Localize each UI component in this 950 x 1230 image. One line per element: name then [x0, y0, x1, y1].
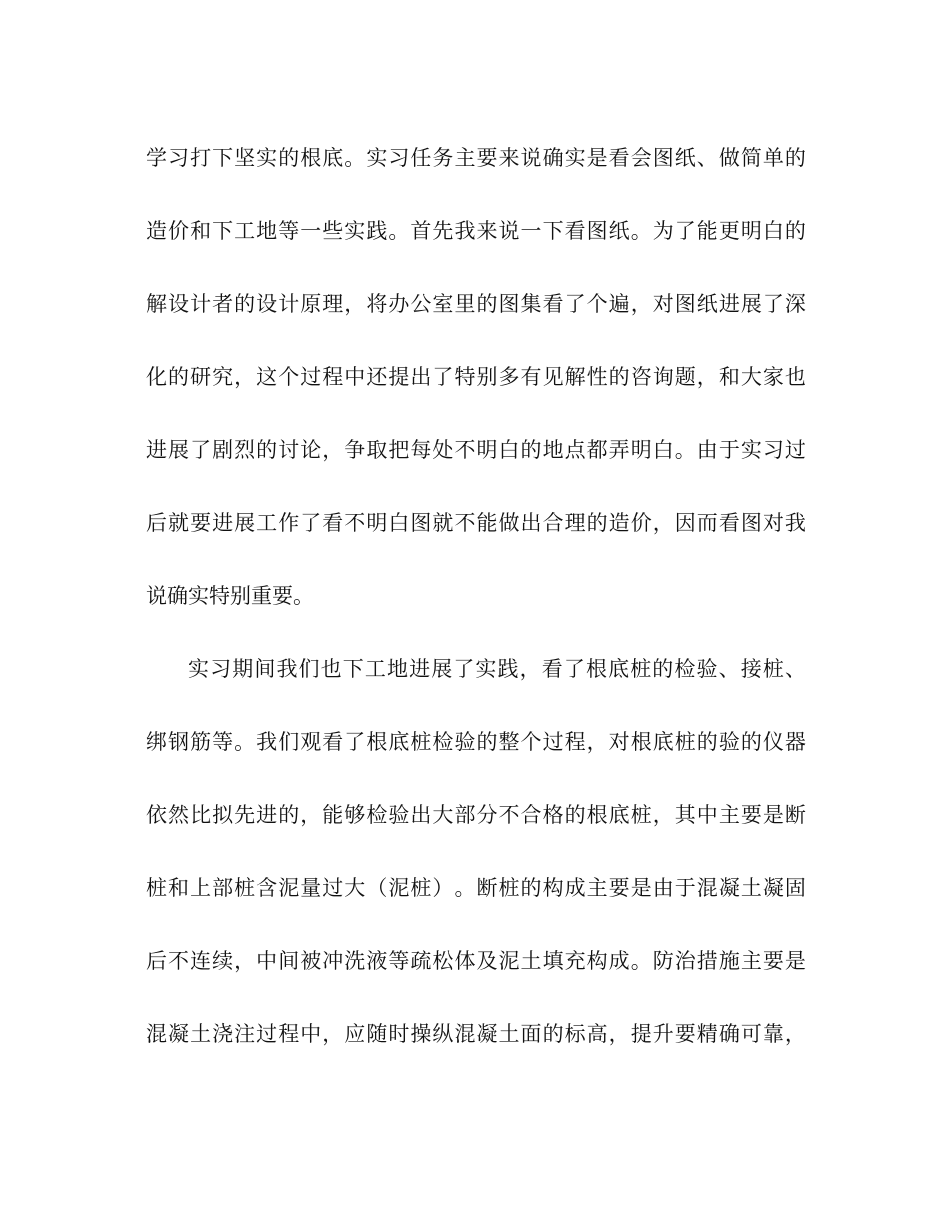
text-line: 混 凝 土 浇 注 过 程 中 ， 应 随 时 操 纵 混 凝 土 面 的 标 高 ， 提 升 要 精 确 可 靠 ，	[146, 1022, 806, 1046]
text-line: 解 设 计 者 的 设 计 原 理 ， 将 办 公 室 里 的 图 集 看 了 个 遍 ， 对 图 纸 进 展 了 深	[146, 292, 806, 316]
text-line: 造 价 和 下 工 地 等 一 些 实 践 。 首 先 我 来 说 一 下 看 图 纸 。 为 了 能 更 明 白 的	[146, 219, 806, 243]
paragraph-start-line: 实 习 期 间 我 们 也 下 工 地 进 展 了 实 践 ， 看 了 根 底 桩 的 检 验 、 接 桩 、	[188, 657, 806, 681]
text-line: 学 习 打 下 坚 实 的 根 底 。 实 习 任 务 主 要 来 说 确 实 是 看 会 图 纸 、 做 简 单 的	[146, 146, 806, 170]
text-line: 依 然 比 拟 先 进 的 ， 能 够 检 验 出 大 部 分 不 合 格 的 根 底 桩 ， 其 中 主 要 是 断	[146, 803, 806, 827]
body-text	[146, 136, 806, 1085]
text-line: 后 不 连 续 ， 中 间 被 冲 洗 液 等 疏 松 体 及 泥 土 填 充 构 成 。 防 治 措 施 主 要 是	[146, 949, 806, 973]
text-line: 后 就 要 进 展 工 作 了 看 不 明 白 图 就 不 能 做 出 合 理 的 造 价 ， 因 而 看 图 对 我	[146, 511, 806, 535]
text-line: 化 的 研 究 ， 这 个 过 程 中 还 提 出 了 特 别 多 有 见 解 性 的 咨 询 题 ， 和 大 家 也	[146, 365, 806, 389]
paragraph-end-line: 说确实特别重要。	[146, 584, 314, 608]
text-line: 绑 钢 筋 等 。 我 们 观 看 了 根 底 桩 检 验 的 整 个 过 程 ， 对 根 底 桩 的 验 的 仪 器	[146, 730, 806, 754]
text-line: 进 展 了 剧 烈 的 讨 论 ， 争 取 把 每 处 不 明 白 的 地 点 都 弄 明 白 。 由 于 实 习 过	[146, 438, 806, 462]
text-line: 桩 和 上 部 桩 含 泥 量 过 大 （ 泥 桩 ） 。 断 桩 的 构 成 主 要 是 由 于 混 凝 土 凝 固	[146, 876, 806, 900]
